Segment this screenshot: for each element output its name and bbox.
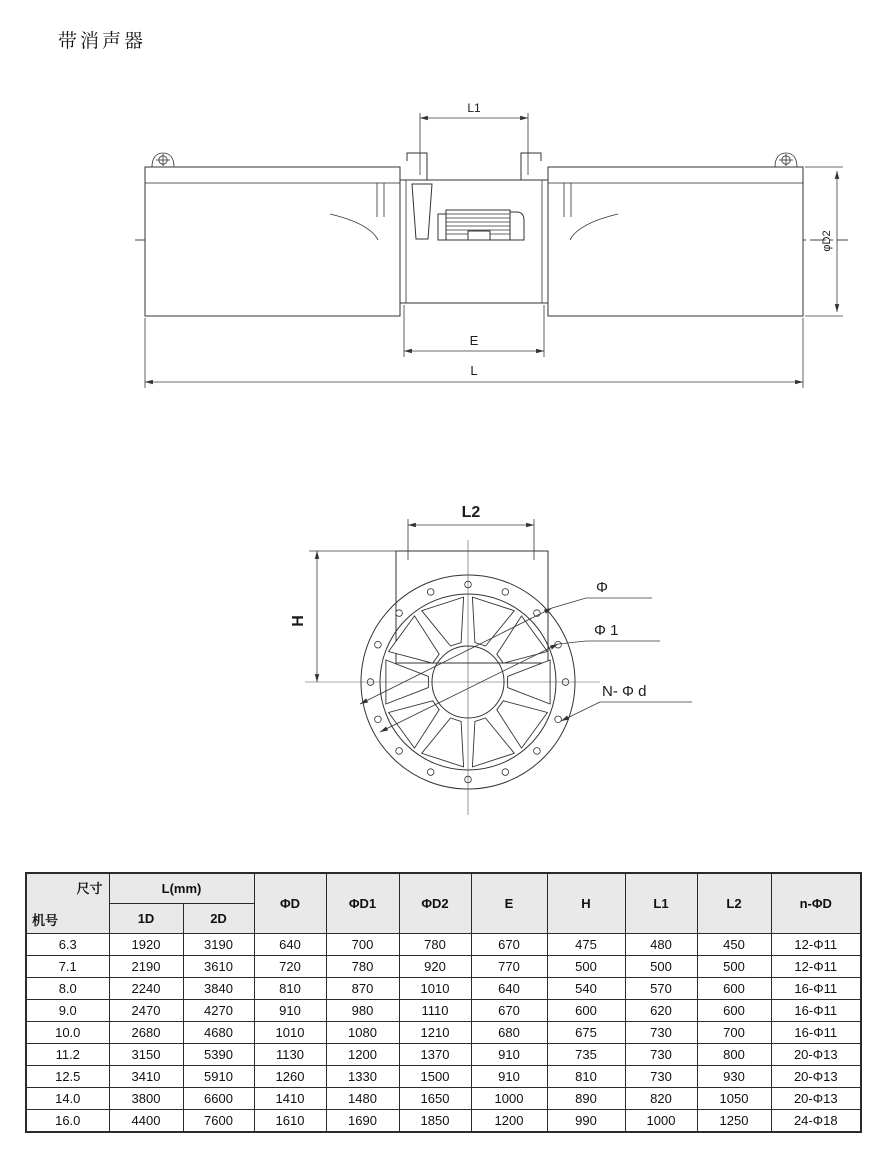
table-row xyxy=(26,1110,861,1133)
dim-d2 xyxy=(805,167,843,316)
value-cell: 12-Φ11 xyxy=(771,934,861,956)
model-cell: 11.2 xyxy=(26,1044,109,1066)
value-cell: 16-Φ11 xyxy=(771,978,861,1000)
col-header-phid2: ΦD2 xyxy=(399,873,471,934)
sub-header-2d: 2D xyxy=(183,904,254,934)
value-cell: 500 xyxy=(625,956,697,978)
value-cell: 1370 xyxy=(399,1044,471,1066)
value-cell: 800 xyxy=(697,1044,771,1066)
value-cell: 5910 xyxy=(183,1066,254,1088)
corner-cell xyxy=(26,873,109,934)
col-header-h: H xyxy=(547,873,625,934)
value-cell: 820 xyxy=(625,1088,697,1110)
value-cell: 4400 xyxy=(109,1110,183,1133)
bolt-hole xyxy=(375,641,382,648)
value-cell: 770 xyxy=(471,956,547,978)
value-cell: 1610 xyxy=(254,1110,326,1133)
value-cell: 3410 xyxy=(109,1066,183,1088)
table-header xyxy=(26,873,861,934)
corner-label-model: 机号 xyxy=(32,913,59,928)
value-cell: 700 xyxy=(697,1022,771,1044)
value-cell: 2680 xyxy=(109,1022,183,1044)
value-cell: 730 xyxy=(625,1044,697,1066)
table-row xyxy=(26,934,861,956)
dim-l1 xyxy=(420,101,528,175)
value-cell: 4270 xyxy=(183,1000,254,1022)
model-cell: 16.0 xyxy=(26,1110,109,1133)
side-view xyxy=(135,101,848,388)
col-header-l2: L2 xyxy=(697,873,771,934)
table-row xyxy=(26,978,861,1000)
table-row xyxy=(26,1066,861,1088)
value-cell: 1200 xyxy=(326,1044,399,1066)
table-row xyxy=(26,1044,861,1066)
value-cell: 600 xyxy=(697,978,771,1000)
value-cell: 640 xyxy=(471,978,547,1000)
value-cell: 16-Φ11 xyxy=(771,1000,861,1022)
bolt-hole xyxy=(396,610,403,617)
table-row xyxy=(26,1022,861,1044)
corner-label-size: 尺寸 xyxy=(76,881,103,896)
value-cell: 680 xyxy=(471,1022,547,1044)
motor-support xyxy=(412,184,432,239)
leader-n-phi-d-label: N- Φ d xyxy=(602,683,647,700)
value-cell: 620 xyxy=(625,1000,697,1022)
value-cell: 700 xyxy=(326,934,399,956)
value-cell: 1250 xyxy=(697,1110,771,1133)
value-cell: 920 xyxy=(399,956,471,978)
value-cell: 1330 xyxy=(326,1066,399,1088)
model-cell: 9.0 xyxy=(26,1000,109,1022)
bolt-hole xyxy=(555,716,562,723)
value-cell: 7600 xyxy=(183,1110,254,1133)
value-cell: 1080 xyxy=(326,1022,399,1044)
value-cell: 1650 xyxy=(399,1088,471,1110)
page-title: 带消声器 xyxy=(58,30,147,52)
value-cell: 3840 xyxy=(183,978,254,1000)
value-cell: 780 xyxy=(399,934,471,956)
value-cell: 730 xyxy=(625,1022,697,1044)
table-body xyxy=(26,934,861,1133)
bolt-hole xyxy=(502,589,509,596)
table-row xyxy=(26,1000,861,1022)
value-cell: 1130 xyxy=(254,1044,326,1066)
value-cell: 1000 xyxy=(625,1110,697,1133)
value-cell: 870 xyxy=(326,978,399,1000)
value-cell: 600 xyxy=(697,1000,771,1022)
dim-h-label: H xyxy=(290,615,307,627)
value-cell: 5390 xyxy=(183,1044,254,1066)
dim-l2 xyxy=(408,504,534,560)
value-cell: 3150 xyxy=(109,1044,183,1066)
value-cell: 735 xyxy=(547,1044,625,1066)
bracket-left xyxy=(407,153,427,180)
value-cell: 675 xyxy=(547,1022,625,1044)
leader-n-phi-d xyxy=(561,683,692,721)
value-cell: 640 xyxy=(254,934,326,956)
value-cell: 810 xyxy=(547,1066,625,1088)
value-cell: 20-Φ13 xyxy=(771,1066,861,1088)
value-cell: 3190 xyxy=(183,934,254,956)
leader-phi1-label: Φ 1 xyxy=(594,622,619,639)
bolt-hole xyxy=(427,589,434,596)
lifting-eye-right xyxy=(775,153,797,167)
value-cell: 500 xyxy=(697,956,771,978)
dim-d2-label: φD2 xyxy=(821,230,833,252)
value-cell: 980 xyxy=(326,1000,399,1022)
value-cell: 4680 xyxy=(183,1022,254,1044)
bolt-hole xyxy=(534,748,541,755)
leader-phi-label: Φ xyxy=(596,579,608,596)
model-cell: 12.5 xyxy=(26,1066,109,1088)
value-cell: 1010 xyxy=(399,978,471,1000)
value-cell: 20-Φ13 xyxy=(771,1044,861,1066)
dim-l1-label: L1 xyxy=(467,101,481,115)
value-cell: 930 xyxy=(697,1066,771,1088)
value-cell: 1920 xyxy=(109,934,183,956)
value-cell: 3610 xyxy=(183,956,254,978)
value-cell: 500 xyxy=(547,956,625,978)
value-cell: 540 xyxy=(547,978,625,1000)
value-cell: 2470 xyxy=(109,1000,183,1022)
dimension-table xyxy=(25,872,862,1133)
motor xyxy=(438,210,524,240)
value-cell: 6600 xyxy=(183,1088,254,1110)
col-header-lmm: L(mm) xyxy=(109,873,254,904)
value-cell: 16-Φ11 xyxy=(771,1022,861,1044)
bolt-hole xyxy=(375,716,382,723)
value-cell: 1110 xyxy=(399,1000,471,1022)
value-cell: 670 xyxy=(471,934,547,956)
value-cell: 20-Φ13 xyxy=(771,1088,861,1110)
col-header-e: E xyxy=(471,873,547,934)
value-cell: 570 xyxy=(625,978,697,1000)
value-cell: 810 xyxy=(254,978,326,1000)
bracket-right xyxy=(521,153,541,180)
value-cell: 910 xyxy=(471,1066,547,1088)
model-cell: 10.0 xyxy=(26,1022,109,1044)
dim-e xyxy=(404,305,544,357)
value-cell: 1410 xyxy=(254,1088,326,1110)
dim-l2-label: L2 xyxy=(461,504,481,521)
value-cell: 990 xyxy=(547,1110,625,1133)
value-cell: 910 xyxy=(254,1000,326,1022)
value-cell: 2190 xyxy=(109,956,183,978)
value-cell: 910 xyxy=(471,1044,547,1066)
dim-l-label: L xyxy=(470,363,478,378)
bolt-hole xyxy=(502,769,509,776)
model-cell: 14.0 xyxy=(26,1088,109,1110)
value-cell: 1000 xyxy=(471,1088,547,1110)
left-silencer-duct xyxy=(145,167,400,316)
sub-header-1d: 1D xyxy=(109,904,183,934)
value-cell: 3800 xyxy=(109,1088,183,1110)
value-cell: 1200 xyxy=(471,1110,547,1133)
value-cell: 1690 xyxy=(326,1110,399,1133)
lifting-eye-left xyxy=(152,153,174,167)
model-cell: 7.1 xyxy=(26,956,109,978)
value-cell: 2240 xyxy=(109,978,183,1000)
bolt-hole xyxy=(396,748,403,755)
value-cell: 1210 xyxy=(399,1022,471,1044)
value-cell: 1260 xyxy=(254,1066,326,1088)
value-cell: 730 xyxy=(625,1066,697,1088)
col-header-nphid: n-ΦD xyxy=(771,873,861,934)
model-cell: 8.0 xyxy=(26,978,109,1000)
value-cell: 1050 xyxy=(697,1088,771,1110)
value-cell: 780 xyxy=(326,956,399,978)
front-view xyxy=(290,504,692,815)
value-cell: 720 xyxy=(254,956,326,978)
value-cell: 600 xyxy=(547,1000,625,1022)
value-cell: 1010 xyxy=(254,1022,326,1044)
value-cell: 1850 xyxy=(399,1110,471,1133)
model-cell: 6.3 xyxy=(26,934,109,956)
value-cell: 450 xyxy=(697,934,771,956)
value-cell: 890 xyxy=(547,1088,625,1110)
dim-e-label: E xyxy=(469,333,479,348)
value-cell: 480 xyxy=(625,934,697,956)
right-silencer-duct xyxy=(548,167,803,316)
col-header-l1: L1 xyxy=(625,873,697,934)
col-header-phid: ΦD xyxy=(254,873,326,934)
value-cell: 475 xyxy=(547,934,625,956)
value-cell: 1480 xyxy=(326,1088,399,1110)
value-cell: 1500 xyxy=(399,1066,471,1088)
value-cell: 670 xyxy=(471,1000,547,1022)
table-row xyxy=(26,956,861,978)
dim-l xyxy=(145,318,803,388)
table-row xyxy=(26,1088,861,1110)
value-cell: 12-Φ11 xyxy=(771,956,861,978)
bolt-hole xyxy=(427,769,434,776)
value-cell: 24-Φ18 xyxy=(771,1110,861,1133)
col-header-phid1: ΦD1 xyxy=(326,873,399,934)
